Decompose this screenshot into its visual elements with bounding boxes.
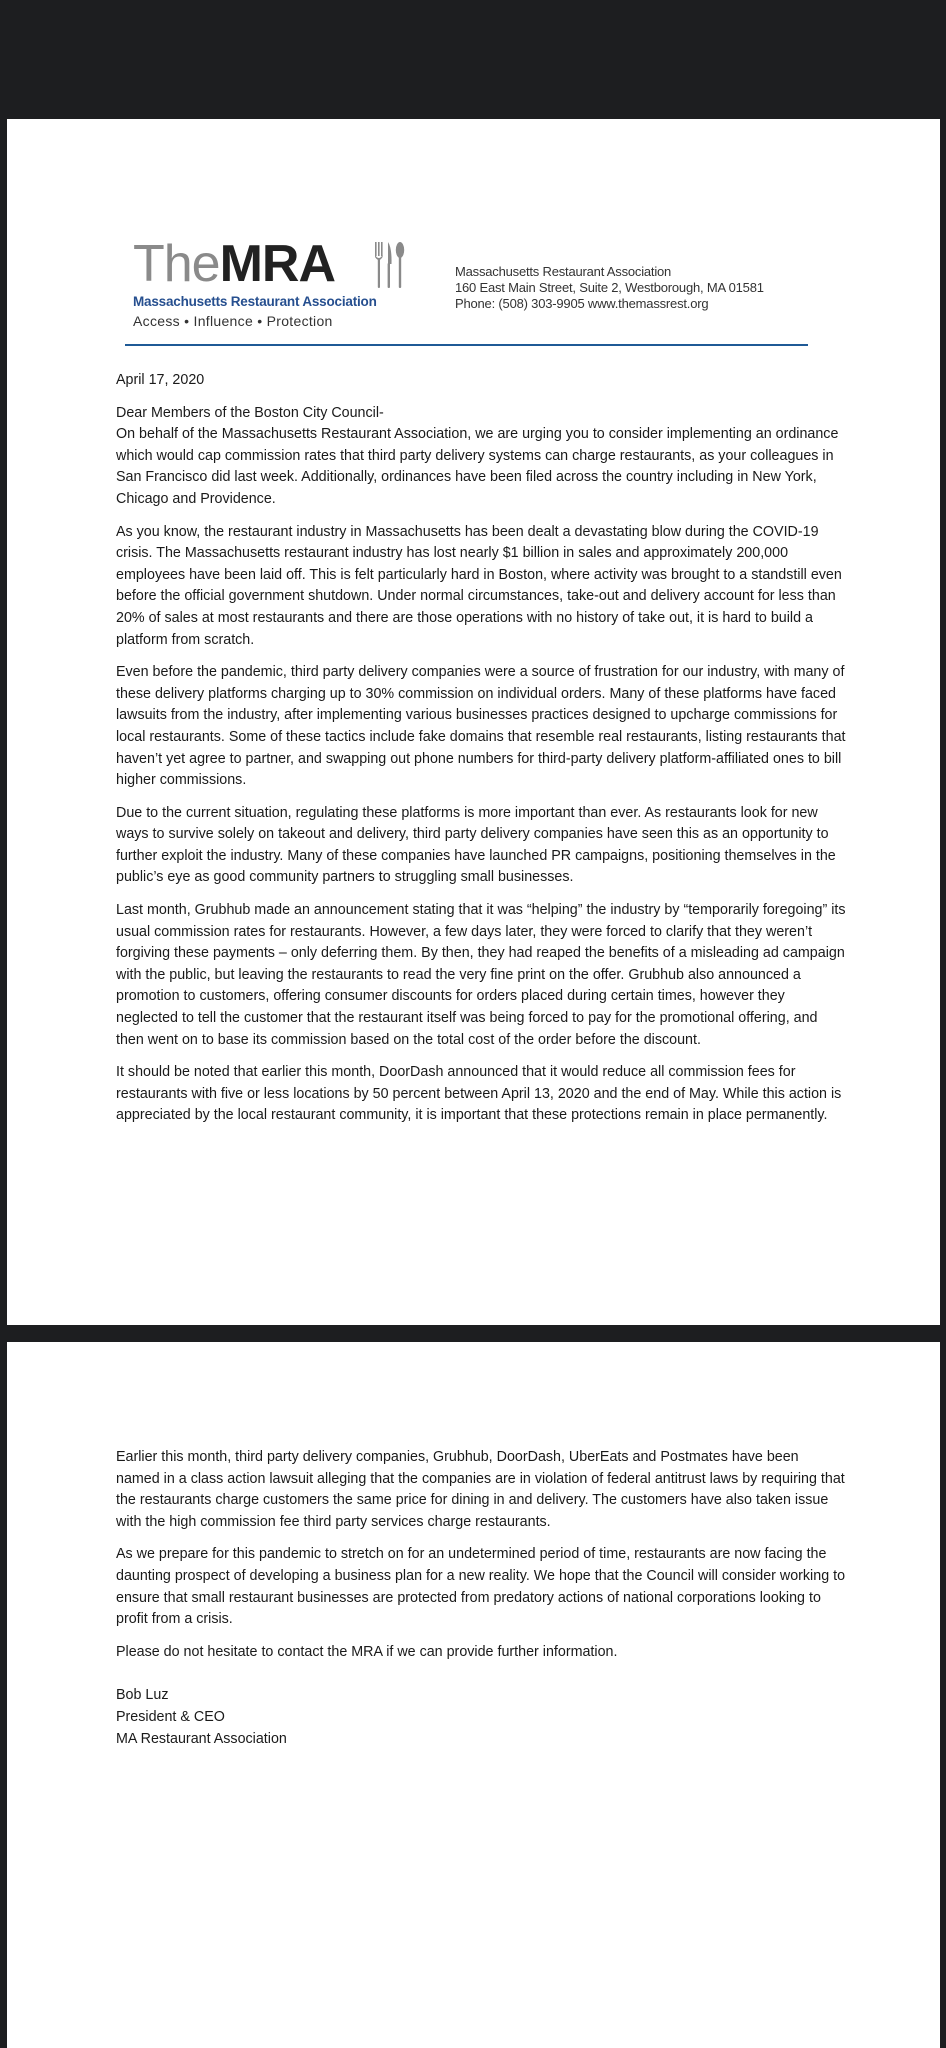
paragraph: Due to the current situation, regulating these platforms is more important than ever. As restaurants look for new ways to survive solely on takeout and delivery, third party delivery companies have seen this as an opportunity to further exploit the industry. Many of these companies have launched PR campaigns, positioning themselves in the public’s eye as good community partners to struggling small businesses. (116, 804, 836, 886)
letter-salutation: Dear Members of the Boston City Council- (116, 404, 384, 421)
address-block (455, 264, 764, 312)
document-page-2 (7, 1342, 940, 2048)
signer-name: Bob Luz (116, 1687, 169, 1704)
signer-organization: MA Restaurant Association (116, 1730, 287, 1747)
letter-body-page-1 (116, 370, 846, 1138)
logo-mra-text: MRA (219, 235, 336, 293)
signature-block (116, 1685, 846, 1750)
paragraph: It should be noted that earlier this month, DoorDash announced that it would reduce all commission fees for restaurants with five or less locations by 50 percent between April 13, 2020 and the end of May. While this action is appreciated by the local restaurant community, it is important that these protections remain in place permanently. (116, 1064, 842, 1124)
letter-date: April 17, 2020 (116, 372, 205, 388)
logo-the-text: The (133, 235, 220, 293)
paragraph: As we prepare for this pandemic to stretch on for an undetermined period of time, restaurants are now facing the daunting prospect of developing a business plan for a new reality. We hope that the Council will consider working to ensure that small restaurant businesses are protected from predatory actions of national corporations looking to profit from a crisis. (116, 1546, 846, 1628)
document-page-1 (7, 119, 940, 1325)
letter-body-page-2 (116, 1447, 846, 1750)
address-name: Massachusetts Restaurant Association (455, 264, 672, 279)
address-contact: Phone: (508) 303-9905 www.themassrest.org (455, 296, 709, 311)
letterhead-divider (125, 344, 808, 346)
address-street: 160 East Main Street, Suite 2, Westborough, MA 01581 (455, 280, 764, 295)
mra-logo (133, 234, 335, 294)
paragraph: Even before the pandemic, third party delivery companies were a source of frustration for our industry, with many of these delivery platforms charging up to 30% commission on individual orders. Many of these platforms have faced lawsuits from the industry, after implementing various businesses practices designed to upcharge commissions for local restaurants. Some of these tactics include fake domains that resemble real restaurants, listing restaurants that haven’t yet agree to partner, and swapping out phone numbers for third-party delivery platform-affiliated ones to bill higher commissions. (116, 664, 846, 789)
signer-title: President & CEO (116, 1708, 225, 1725)
paragraph: On behalf of the Massachusetts Restaurant Association, we are urging you to consider implementing an ordinance which would cap commission rates that third party delivery systems can charge restaurants, as your colleagues in San Francisco did last week. Additionally, ordinances have been filed across the country including in New York, Chicago and Providence. (116, 426, 839, 507)
paragraph: As you know, the restaurant industry in Massachusetts has been dealt a devastating blow during the COVID-19 crisis. The Massachusetts restaurant industry has lost nearly $1 billion in sales and approximately 200,000 employees have been laid off. This is felt particularly hard in Boston, where activity was brought to a standstill even before the official government shutdown. Under normal circumstances, take-out and delivery account for less than 20% of sales at most restaurants and there are those operations with no history of take out, it is hard to build a platform from scratch. (116, 523, 842, 648)
paragraph: Last month, Grubhub made an announcement stating that it was “helping” the industry by “temporarily foregoing” its usual commission rates for restaurants. However, a few days later, they were forced to clarify that they weren’t forgiving these payments – only deferring them. By then, they had reaped the benefits of a misleading ad campaign with the public, but leaving the restaurants to read the very fine print on the offer. Grubhub also announced a promotion to customers, offering consumer discounts for orders placed during certain times, however they neglected to tell the customer that the restaurant itself was being forced to pay for the promotional offering, and then went on to base its commission based on the total cost of the order before the discount. (116, 902, 846, 1048)
paragraph: Earlier this month, third party delivery companies, Grubhub, DoorDash, UberEats and Postmates have been named in a class action lawsuit alleging that the companies are in violation of federal antitrust laws by requiring that the restaurants charge customers the same price for dining in and delivery. The customers have also taken issue with the high commission fee third party services charge restaurants. (116, 1449, 845, 1530)
paragraph: Please do not hesitate to contact the MRA if we can provide further information. (116, 1643, 618, 1660)
organization-tagline: Access • Influence • Protection (133, 313, 333, 329)
fork-knife-spoon-icon (372, 240, 406, 290)
organization-name: Massachusetts Restaurant Association (133, 294, 377, 309)
letterhead (125, 234, 808, 332)
